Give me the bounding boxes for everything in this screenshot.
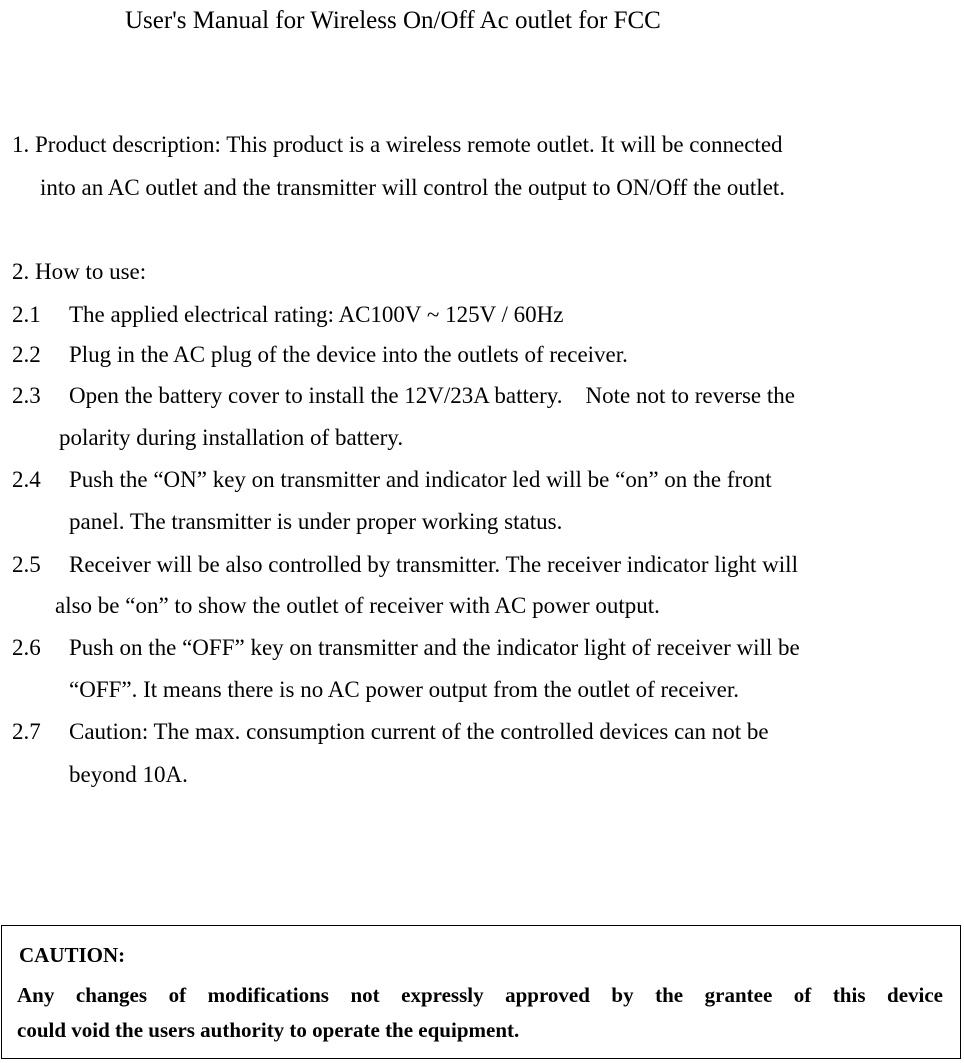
item-number: 2.7	[12, 719, 41, 744]
caution-text-line-2: could void the users authority to operate the equipment.	[17, 1018, 520, 1042]
item-text: Caution: The max. consumption current of the controlled devices can not be	[69, 719, 769, 744]
item-text-continued: polarity during installation of battery.	[59, 425, 404, 450]
item-number: 2.3	[12, 383, 41, 408]
caution-box	[1, 925, 961, 1059]
product-description-line-2: into an AC outlet and the transmitter will control the output to ON/Off the outlet.	[40, 175, 786, 200]
item-number: 2.6	[12, 635, 41, 660]
item-text-continued: “OFF”. It means there is no AC power output from the outlet of receiver.	[69, 677, 740, 702]
item-text-continued: also be “on” to show the outlet of receiver with AC power output.	[55, 593, 660, 618]
item-number: 2.1	[12, 302, 41, 327]
item-text-continued: panel. The transmitter is under proper working status.	[69, 509, 563, 534]
item-text: Open the battery cover to install the 12V/23A battery. Note not to reverse the	[69, 383, 795, 408]
page-title: User's Manual for Wireless On/Off Ac outlet for FCC	[125, 7, 661, 34]
item-text: Push the “ON” key on transmitter and indicator led will be “on” on the front	[69, 467, 772, 492]
how-to-use-heading: 2. How to use:	[12, 259, 147, 284]
item-text-continued: beyond 10A.	[69, 762, 188, 787]
caution-heading: CAUTION:	[19, 943, 126, 967]
item-text: Plug in the AC plug of the device into the outlets of receiver.	[69, 342, 628, 367]
item-text: Receiver will be also controlled by transmitter. The receiver indicator light will	[69, 552, 798, 577]
product-description-line-1: 1. Product description: This product is a wireless remote outlet. It will be connected	[12, 132, 783, 157]
item-number: 2.5	[12, 552, 41, 577]
item-number: 2.2	[12, 342, 41, 367]
item-text: The applied electrical rating: AC100V ~ 125V / 60Hz	[69, 302, 564, 327]
item-number: 2.4	[12, 467, 41, 492]
item-text: Push on the “OFF” key on transmitter and the indicator light of receiver will be	[69, 635, 800, 660]
caution-text-line-1: Any changes of modifications not expressly approved by the grantee of this device	[17, 983, 943, 1007]
